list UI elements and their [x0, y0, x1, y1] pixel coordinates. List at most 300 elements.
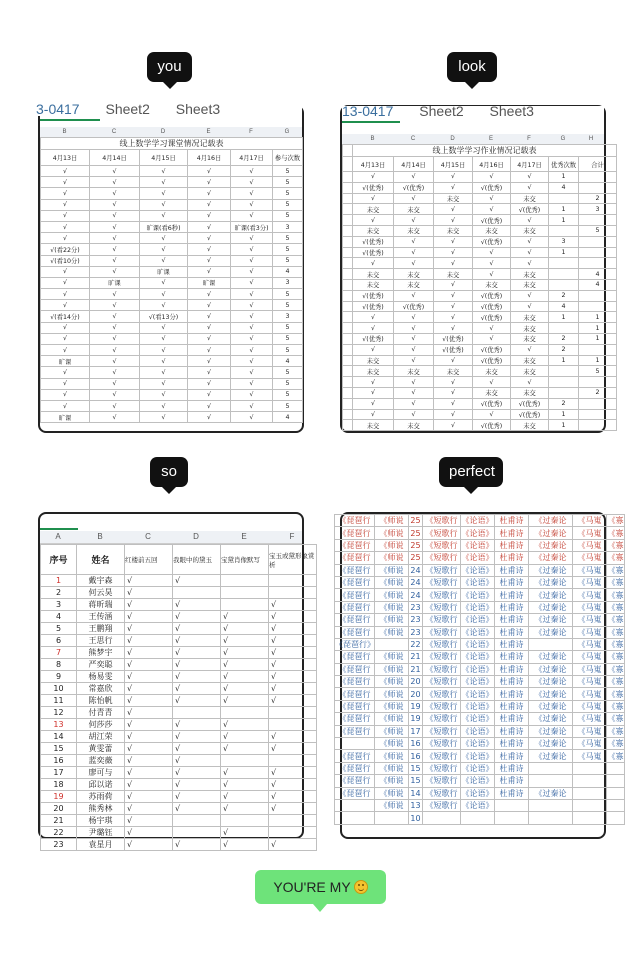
table-cell[interactable]: [173, 707, 221, 719]
table-cell[interactable]: √: [173, 611, 221, 623]
table-cell[interactable]: 杜甫诗: [495, 614, 529, 626]
table-cell[interactable]: 旷课(看6秒): [140, 221, 188, 232]
table-cell[interactable]: 《过秦论: [529, 527, 573, 539]
table-cell[interactable]: 4: [273, 266, 303, 277]
table-cell[interactable]: 《论语》: [461, 540, 494, 550]
table-cell[interactable]: 《马嵬: [573, 527, 607, 539]
table-cell[interactable]: √: [394, 236, 434, 247]
table-cell[interactable]: √: [434, 312, 473, 323]
table-cell[interactable]: 2: [549, 398, 579, 409]
table-cell[interactable]: [607, 762, 625, 774]
table-cell[interactable]: [343, 247, 353, 258]
table-cell[interactable]: 《论语》: [461, 627, 494, 637]
table-cell[interactable]: √: [473, 409, 511, 420]
table-cell[interactable]: 4月17日: [231, 150, 273, 166]
table-cell[interactable]: √: [434, 387, 473, 398]
table-cell[interactable]: 《马嵬: [573, 688, 607, 700]
table-cell[interactable]: [529, 638, 573, 650]
table-cell[interactable]: √: [188, 210, 231, 221]
table-cell[interactable]: √: [125, 683, 173, 695]
table-cell[interactable]: 5: [273, 400, 303, 411]
table-cell[interactable]: [343, 258, 353, 269]
table-cell[interactable]: 1: [549, 355, 579, 366]
table-cell[interactable]: [549, 377, 579, 388]
table-cell[interactable]: 《琵琶行: [335, 626, 375, 638]
table-cell[interactable]: √: [269, 731, 317, 743]
table-cell[interactable]: √: [41, 188, 90, 199]
table-cell[interactable]: √: [41, 367, 90, 378]
table-cell[interactable]: √: [41, 199, 90, 210]
table-cell[interactable]: 16: [410, 751, 421, 761]
table-cell[interactable]: 未交: [434, 366, 473, 377]
table-cell[interactable]: √: [473, 193, 511, 204]
table-cell[interactable]: √: [473, 377, 511, 388]
table-cell[interactable]: [529, 775, 573, 787]
table-cell[interactable]: √: [188, 188, 231, 199]
table-cell[interactable]: 17: [41, 767, 77, 779]
table-cell[interactable]: [269, 719, 317, 731]
table-cell[interactable]: 《琵琶行》: [335, 640, 375, 650]
table-cell[interactable]: 何莎莎: [77, 719, 125, 731]
sheet-tab[interactable]: 3-0417: [36, 101, 80, 117]
table-cell[interactable]: 5: [273, 199, 303, 210]
table-cell[interactable]: 杜甫诗: [495, 750, 529, 762]
table-cell[interactable]: 23: [410, 615, 421, 625]
table-cell[interactable]: 4: [273, 356, 303, 367]
table-cell[interactable]: 未交: [353, 269, 394, 280]
table-cell[interactable]: 《寡: [607, 516, 624, 526]
table-cell[interactable]: 《短歌行: [423, 651, 461, 663]
table-cell[interactable]: √: [188, 311, 231, 322]
table-cell[interactable]: √: [90, 221, 140, 232]
table-cell[interactable]: [343, 225, 353, 236]
table-cell[interactable]: √: [394, 247, 434, 258]
table-cell[interactable]: 《短歌行: [423, 713, 461, 725]
table-cell[interactable]: √: [173, 659, 221, 671]
table-cell[interactable]: √: [221, 611, 269, 623]
table-cell[interactable]: √: [221, 839, 269, 851]
table-cell[interactable]: 5: [273, 345, 303, 356]
table-cell[interactable]: 《马嵬: [573, 713, 607, 725]
table-cell[interactable]: [579, 215, 617, 226]
table-cell[interactable]: 2: [41, 587, 77, 599]
table-cell[interactable]: 《马嵬: [573, 539, 607, 551]
table-cell[interactable]: 杜甫诗: [495, 638, 529, 650]
table-cell[interactable]: √: [353, 409, 394, 420]
table-cell[interactable]: √: [90, 177, 140, 188]
table-cell[interactable]: 3: [273, 277, 303, 288]
table-cell[interactable]: 《马嵬: [573, 700, 607, 712]
table-cell[interactable]: 7: [41, 647, 77, 659]
table-cell[interactable]: 《马嵬: [573, 651, 607, 663]
table-cell[interactable]: √: [353, 193, 394, 204]
table-cell[interactable]: √: [394, 312, 434, 323]
table-cell[interactable]: 未交: [353, 279, 394, 290]
table-cell[interactable]: √: [125, 719, 173, 731]
table-cell[interactable]: √: [90, 188, 140, 199]
table-cell[interactable]: √: [41, 300, 90, 311]
table-cell[interactable]: √: [269, 659, 317, 671]
table-cell[interactable]: √: [90, 311, 140, 322]
table-cell[interactable]: √: [353, 215, 394, 226]
table-cell[interactable]: √: [231, 378, 273, 389]
table-cell[interactable]: 4月14日: [90, 150, 140, 166]
table-cell[interactable]: 5: [273, 333, 303, 344]
table-cell[interactable]: 《师说: [375, 762, 409, 774]
table-cell[interactable]: 《琵琶行: [335, 539, 375, 551]
table-cell[interactable]: 杜甫诗: [495, 527, 529, 539]
table-cell[interactable]: 《马嵬: [573, 626, 607, 638]
table-cell[interactable]: 《过秦论: [529, 651, 573, 663]
table-cell[interactable]: √: [269, 779, 317, 791]
table-cell[interactable]: 杜甫诗: [495, 713, 529, 725]
table-cell[interactable]: 《过秦论: [529, 539, 573, 551]
table-cell[interactable]: √: [90, 389, 140, 400]
table-cell[interactable]: 5: [273, 210, 303, 221]
table-cell[interactable]: 《短歌行: [423, 700, 461, 712]
table-cell[interactable]: 《寡: [607, 540, 624, 550]
table-cell[interactable]: 19: [41, 791, 77, 803]
table-cell[interactable]: 《论语》: [461, 565, 494, 575]
table-cell[interactable]: √: [269, 647, 317, 659]
table-cell[interactable]: √: [511, 344, 549, 355]
table-cell[interactable]: √: [125, 767, 173, 779]
table-cell[interactable]: √: [231, 255, 273, 266]
table-cell[interactable]: 5: [273, 166, 303, 177]
table-cell[interactable]: [343, 344, 353, 355]
table-cell[interactable]: 《论语》: [461, 801, 494, 811]
table-cell[interactable]: 《师说: [375, 676, 409, 688]
table-cell[interactable]: √: [41, 345, 90, 356]
table-cell[interactable]: 未交: [473, 366, 511, 377]
table-cell[interactable]: √: [90, 367, 140, 378]
table-cell[interactable]: √(看22分): [41, 244, 90, 255]
table-cell[interactable]: [335, 799, 375, 811]
table-cell[interactable]: 《过秦论: [529, 564, 573, 576]
table-cell[interactable]: 18: [41, 779, 77, 791]
table-cell[interactable]: [579, 247, 617, 258]
table-cell[interactable]: 《寡: [607, 590, 624, 600]
table-cell[interactable]: 胡江荣: [77, 731, 125, 743]
table-cell[interactable]: [529, 799, 573, 811]
table-cell[interactable]: 未交: [511, 225, 549, 236]
table-cell[interactable]: [579, 377, 617, 388]
table-cell[interactable]: 旷课: [90, 277, 140, 288]
table-cell[interactable]: √: [394, 290, 434, 301]
table-cell[interactable]: √: [125, 575, 173, 587]
table-cell[interactable]: [343, 215, 353, 226]
table-cell[interactable]: √: [231, 289, 273, 300]
table-cell[interactable]: √: [269, 803, 317, 815]
table-cell[interactable]: √: [188, 345, 231, 356]
table-cell[interactable]: √: [188, 412, 231, 423]
table-cell[interactable]: √: [140, 233, 188, 244]
table-cell[interactable]: 杜甫诗: [495, 626, 529, 638]
table-cell[interactable]: √: [188, 367, 231, 378]
table-cell[interactable]: 杜甫诗: [495, 601, 529, 613]
table-cell[interactable]: 《过秦论: [529, 589, 573, 601]
table-cell[interactable]: 《琵琶行: [335, 552, 375, 564]
table-cell[interactable]: √: [90, 300, 140, 311]
table-cell[interactable]: √: [473, 269, 511, 280]
table-cell[interactable]: 15: [410, 776, 421, 786]
table-cell[interactable]: 5: [41, 623, 77, 635]
table-cell[interactable]: 杜甫诗: [495, 539, 529, 551]
table-cell[interactable]: 未交: [511, 420, 549, 431]
table-cell[interactable]: 4月15日: [140, 150, 188, 166]
table-cell[interactable]: 1: [549, 312, 579, 323]
table-cell[interactable]: √: [353, 398, 394, 409]
table-cell[interactable]: [607, 787, 625, 799]
table-cell[interactable]: 1: [549, 409, 579, 420]
table-cell[interactable]: 优秀次数: [549, 157, 579, 172]
table-cell[interactable]: [573, 775, 607, 787]
table-cell[interactable]: 《寡: [607, 664, 624, 674]
table-cell[interactable]: √: [188, 400, 231, 411]
table-cell[interactable]: √: [188, 289, 231, 300]
table-cell[interactable]: 未交: [511, 366, 549, 377]
table-cell[interactable]: √: [434, 258, 473, 269]
sheet-tab[interactable]: 13-0417: [342, 103, 394, 119]
table-cell[interactable]: √: [231, 266, 273, 277]
table-cell[interactable]: √: [473, 172, 511, 183]
table-cell[interactable]: √: [188, 389, 231, 400]
table-cell[interactable]: [343, 204, 353, 215]
table-cell[interactable]: 5: [273, 177, 303, 188]
table-cell[interactable]: [343, 279, 353, 290]
table-cell[interactable]: 8: [41, 659, 77, 671]
table-cell[interactable]: √: [221, 695, 269, 707]
table-cell[interactable]: 《琵琶行: [335, 700, 375, 712]
table-cell[interactable]: √: [125, 623, 173, 635]
table-cell[interactable]: 23: [410, 627, 421, 637]
table-cell[interactable]: [343, 355, 353, 366]
table-cell[interactable]: [495, 799, 529, 811]
table-cell[interactable]: 杜甫诗: [495, 515, 529, 527]
table-cell[interactable]: 《论语》: [461, 677, 494, 687]
table-cell[interactable]: √: [231, 277, 273, 288]
table-cell[interactable]: √: [125, 635, 173, 647]
table-cell[interactable]: 1: [549, 172, 579, 183]
table-cell[interactable]: 5: [273, 289, 303, 300]
table-cell[interactable]: 20: [41, 803, 77, 815]
table-cell[interactable]: 《论语》: [461, 776, 494, 786]
table-cell[interactable]: 《寡: [607, 553, 624, 563]
table-cell[interactable]: 旷课: [41, 412, 90, 423]
table-cell[interactable]: 未交: [353, 420, 394, 431]
table-cell[interactable]: √(优秀): [434, 333, 473, 344]
table-cell[interactable]: √: [90, 356, 140, 367]
table-cell[interactable]: [335, 812, 375, 824]
table-cell[interactable]: √: [394, 398, 434, 409]
table-cell[interactable]: √: [231, 333, 273, 344]
table-cell[interactable]: 《寡: [607, 739, 624, 749]
table-cell[interactable]: 《马嵬: [573, 638, 607, 650]
table-cell[interactable]: 《论语》: [461, 640, 494, 650]
table-cell[interactable]: √: [188, 322, 231, 333]
table-cell[interactable]: 未交: [511, 355, 549, 366]
table-cell[interactable]: √: [394, 333, 434, 344]
table-cell[interactable]: √: [125, 791, 173, 803]
table-cell[interactable]: √: [221, 647, 269, 659]
table-cell[interactable]: 未交: [473, 387, 511, 398]
table-cell[interactable]: 《短歌行: [423, 688, 461, 700]
table-cell[interactable]: √: [231, 233, 273, 244]
table-cell[interactable]: 《琵琶行: [335, 713, 375, 725]
table-cell[interactable]: √: [221, 719, 269, 731]
table-cell[interactable]: √: [394, 323, 434, 334]
table-cell[interactable]: √: [394, 355, 434, 366]
table-cell[interactable]: 《论语》: [461, 553, 494, 563]
table-cell[interactable]: √: [140, 244, 188, 255]
table-cell[interactable]: √(优秀): [511, 398, 549, 409]
table-cell[interactable]: √: [90, 289, 140, 300]
table-cell[interactable]: 4: [273, 412, 303, 423]
table-cell[interactable]: √: [188, 356, 231, 367]
table-cell[interactable]: √: [353, 323, 394, 334]
table-cell[interactable]: √: [90, 333, 140, 344]
table-cell[interactable]: √: [511, 215, 549, 226]
table-cell[interactable]: 11: [41, 695, 77, 707]
table-cell[interactable]: 2: [549, 344, 579, 355]
table-cell[interactable]: √: [41, 221, 90, 232]
table-cell[interactable]: [579, 420, 617, 431]
table-cell[interactable]: √: [140, 378, 188, 389]
table-cell[interactable]: 《论语》: [461, 714, 494, 724]
table-cell[interactable]: 4月14日: [394, 157, 434, 172]
table-cell[interactable]: [343, 366, 353, 377]
table-cell[interactable]: 12: [41, 707, 77, 719]
table-cell[interactable]: 1: [579, 333, 617, 344]
table-cell[interactable]: √: [90, 210, 140, 221]
table-cell[interactable]: [573, 799, 607, 811]
table-cell[interactable]: 19: [410, 714, 421, 724]
table-cell[interactable]: √: [221, 767, 269, 779]
table-cell[interactable]: 杜甫诗: [495, 663, 529, 675]
table-cell[interactable]: 《师说: [375, 515, 409, 527]
table-cell[interactable]: [579, 236, 617, 247]
table-cell[interactable]: [549, 225, 579, 236]
table-cell[interactable]: √: [188, 378, 231, 389]
table-cell[interactable]: 《过秦论: [529, 787, 573, 799]
table-cell[interactable]: 《短歌行: [423, 775, 461, 787]
table-cell[interactable]: 4月13日: [353, 157, 394, 172]
table-cell[interactable]: 杜甫诗: [495, 700, 529, 712]
table-cell[interactable]: [173, 587, 221, 599]
table-cell[interactable]: √(看10分): [41, 255, 90, 266]
table-cell[interactable]: 20: [410, 689, 421, 699]
table-cell[interactable]: 合计: [579, 157, 617, 172]
table-cell[interactable]: √: [269, 671, 317, 683]
table-cell[interactable]: √: [173, 755, 221, 767]
table-cell[interactable]: √: [434, 420, 473, 431]
table-cell[interactable]: 1: [549, 215, 579, 226]
table-cell[interactable]: 《马嵬: [573, 725, 607, 737]
table-cell[interactable]: √: [434, 172, 473, 183]
table-cell[interactable]: 16: [41, 755, 77, 767]
table-cell[interactable]: √: [125, 755, 173, 767]
table-cell[interactable]: √: [188, 333, 231, 344]
table-cell[interactable]: 5: [273, 244, 303, 255]
table-cell[interactable]: √: [90, 199, 140, 210]
table-cell[interactable]: [607, 799, 625, 811]
table-cell[interactable]: 《琵琶行: [335, 614, 375, 626]
table-cell[interactable]: 《寡: [607, 702, 624, 712]
table-cell[interactable]: [269, 575, 317, 587]
table-cell[interactable]: 《过秦论: [529, 700, 573, 712]
table-cell[interactable]: 4: [579, 269, 617, 280]
table-cell[interactable]: √: [188, 177, 231, 188]
table-cell[interactable]: [343, 193, 353, 204]
table-cell[interactable]: √(优秀): [353, 236, 394, 247]
table-cell[interactable]: √: [125, 671, 173, 683]
table-cell[interactable]: 宝黛肖像默写: [221, 545, 269, 575]
table-cell[interactable]: √: [231, 400, 273, 411]
table-cell[interactable]: 5: [273, 233, 303, 244]
table-cell[interactable]: 《师说: [375, 564, 409, 576]
table-cell[interactable]: [573, 762, 607, 774]
table-cell[interactable]: √: [125, 647, 173, 659]
table-cell[interactable]: [221, 599, 269, 611]
table-cell[interactable]: 熊秀林: [77, 803, 125, 815]
table-cell[interactable]: 《过秦论: [529, 725, 573, 737]
table-cell[interactable]: 《寡: [607, 565, 624, 575]
table-cell[interactable]: √: [434, 409, 473, 420]
table-cell[interactable]: √: [231, 210, 273, 221]
table-cell[interactable]: 熊梦宇: [77, 647, 125, 659]
table-cell[interactable]: 《寡: [607, 640, 624, 650]
table-cell[interactable]: 杜甫诗: [495, 589, 529, 601]
table-cell[interactable]: √(优秀): [511, 204, 549, 215]
table-cell[interactable]: 杜甫诗: [495, 552, 529, 564]
table-cell[interactable]: 《论语》: [461, 702, 494, 712]
table-cell[interactable]: 《寡: [607, 652, 624, 662]
table-cell[interactable]: √: [434, 236, 473, 247]
table-cell[interactable]: √: [231, 356, 273, 367]
table-cell[interactable]: √(优秀): [511, 409, 549, 420]
table-cell[interactable]: [579, 301, 617, 312]
table-cell[interactable]: 王思行: [77, 635, 125, 647]
table-cell[interactable]: 21: [410, 664, 421, 674]
table-cell[interactable]: 我眼中的黛玉: [173, 545, 221, 575]
table-cell[interactable]: 《论语》: [461, 764, 494, 773]
table-cell[interactable]: 《过秦论: [529, 576, 573, 588]
table-cell[interactable]: √: [41, 166, 90, 177]
table-cell[interactable]: √: [41, 233, 90, 244]
table-cell[interactable]: √: [41, 322, 90, 333]
table-cell[interactable]: 25: [410, 528, 421, 538]
table-cell[interactable]: 《师说: [375, 688, 409, 700]
table-cell[interactable]: 《师说: [375, 552, 409, 564]
table-cell[interactable]: 未交: [511, 312, 549, 323]
table-cell[interactable]: √: [221, 803, 269, 815]
table-cell[interactable]: 《马嵬: [573, 738, 607, 750]
table-cell[interactable]: [221, 815, 269, 827]
table-cell[interactable]: 《短歌行: [423, 564, 461, 576]
table-cell[interactable]: 未交: [394, 279, 434, 290]
table-cell[interactable]: √: [140, 210, 188, 221]
table-cell[interactable]: 5: [273, 378, 303, 389]
table-cell[interactable]: [549, 269, 579, 280]
table-cell[interactable]: 《过秦论: [529, 601, 573, 613]
table-cell[interactable]: √: [231, 311, 273, 322]
table-cell[interactable]: √: [173, 635, 221, 647]
table-cell[interactable]: 未交: [394, 269, 434, 280]
table-cell[interactable]: 4月16日: [473, 157, 511, 172]
table-cell[interactable]: √: [140, 389, 188, 400]
table-cell[interactable]: 23: [41, 839, 77, 851]
table-cell[interactable]: √: [269, 635, 317, 647]
